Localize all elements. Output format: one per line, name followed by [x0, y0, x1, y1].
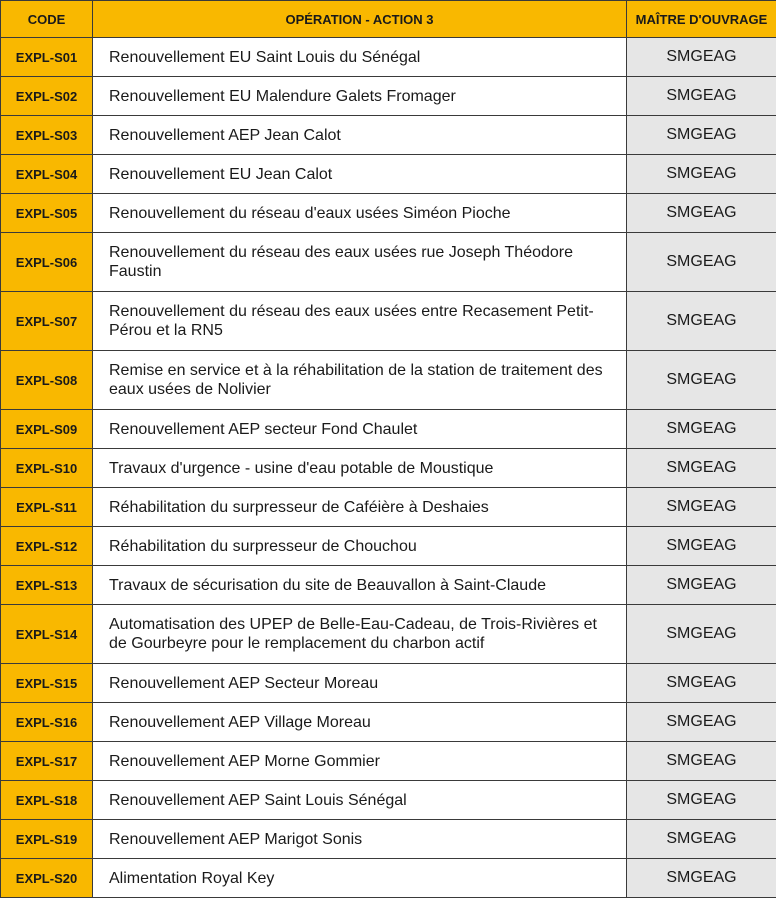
row-operation: Renouvellement AEP Marigot Sonis — [93, 820, 627, 859]
table-row — [1, 742, 776, 781]
row-code: EXPL-S10 — [1, 449, 93, 488]
row-code: EXPL-S02 — [1, 77, 93, 116]
row-operation: Renouvellement AEP Saint Louis Sénégal — [93, 781, 627, 820]
row-code: EXPL-S19 — [1, 820, 93, 859]
row-operation: Renouvellement du réseau des eaux usées rue Joseph Théodore Faustin — [93, 233, 627, 292]
row-maitre-ouvrage: SMGEAG — [627, 292, 776, 351]
row-maitre-ouvrage: SMGEAG — [627, 527, 776, 566]
row-maitre-ouvrage: SMGEAG — [627, 820, 776, 859]
table-row — [1, 194, 776, 233]
row-maitre-ouvrage: SMGEAG — [627, 155, 776, 194]
row-code: EXPL-S06 — [1, 233, 93, 292]
row-maitre-ouvrage: SMGEAG — [627, 194, 776, 233]
row-code: EXPL-S05 — [1, 194, 93, 233]
row-operation: Renouvellement AEP Secteur Moreau — [93, 664, 627, 703]
row-code: EXPL-S20 — [1, 859, 93, 898]
row-operation: Renouvellement du réseau d'eaux usées Siméon Pioche — [93, 194, 627, 233]
row-operation: Renouvellement EU Saint Louis du Sénégal — [93, 38, 627, 77]
row-operation: Alimentation Royal Key — [93, 859, 627, 898]
table-row — [1, 292, 776, 351]
row-maitre-ouvrage: SMGEAG — [627, 449, 776, 488]
row-code: EXPL-S15 — [1, 664, 93, 703]
row-code: EXPL-S08 — [1, 351, 93, 410]
row-maitre-ouvrage: SMGEAG — [627, 781, 776, 820]
row-code: EXPL-S03 — [1, 116, 93, 155]
row-maitre-ouvrage: SMGEAG — [627, 351, 776, 410]
row-operation: Réhabilitation du surpresseur de Caféière à Deshaies — [93, 488, 627, 527]
table-row — [1, 664, 776, 703]
table-row — [1, 703, 776, 742]
table-row — [1, 155, 776, 194]
table-row — [1, 859, 776, 898]
row-maitre-ouvrage: SMGEAG — [627, 859, 776, 898]
row-operation: Renouvellement AEP Jean Calot — [93, 116, 627, 155]
row-code: EXPL-S16 — [1, 703, 93, 742]
table-row — [1, 488, 776, 527]
row-maitre-ouvrage: SMGEAG — [627, 566, 776, 605]
table-row — [1, 410, 776, 449]
table-row — [1, 820, 776, 859]
row-maitre-ouvrage: SMGEAG — [627, 703, 776, 742]
table-row — [1, 351, 776, 410]
header-row — [1, 1, 776, 38]
row-operation: Renouvellement du réseau des eaux usées entre Recasement Petit-Pérou et la RN5 — [93, 292, 627, 351]
row-maitre-ouvrage: SMGEAG — [627, 742, 776, 781]
row-maitre-ouvrage: SMGEAG — [627, 488, 776, 527]
row-operation: Renouvellement EU Jean Calot — [93, 155, 627, 194]
row-maitre-ouvrage: SMGEAG — [627, 116, 776, 155]
row-code: EXPL-S09 — [1, 410, 93, 449]
row-operation: Renouvellement EU Malendure Galets Fromager — [93, 77, 627, 116]
row-maitre-ouvrage: SMGEAG — [627, 77, 776, 116]
row-operation: Remise en service et à la réhabilitation de la station de traitement des eaux usées de Nolivier — [93, 351, 627, 410]
header-maitre-ouvrage: MAÎTRE D'OUVRAGE — [627, 1, 776, 38]
row-code: EXPL-S07 — [1, 292, 93, 351]
row-operation: Renouvellement AEP Village Moreau — [93, 703, 627, 742]
row-operation: Travaux d'urgence - usine d'eau potable de Moustique — [93, 449, 627, 488]
table-row — [1, 566, 776, 605]
header-code: CODE — [1, 1, 93, 38]
table-row — [1, 116, 776, 155]
row-code: EXPL-S04 — [1, 155, 93, 194]
row-operation: Travaux de sécurisation du site de Beauvallon à Saint-Claude — [93, 566, 627, 605]
row-code: EXPL-S14 — [1, 605, 93, 664]
header-operation: OPÉRATION - ACTION 3 — [93, 1, 627, 38]
row-maitre-ouvrage: SMGEAG — [627, 38, 776, 77]
row-maitre-ouvrage: SMGEAG — [627, 664, 776, 703]
row-operation: Réhabilitation du surpresseur de Chouchou — [93, 527, 627, 566]
row-operation: Automatisation des UPEP de Belle-Eau-Cadeau, de Trois-Rivières et de Gourbeyre pour le remplacement du charbon actif — [93, 605, 627, 664]
table-row — [1, 233, 776, 292]
row-code: EXPL-S11 — [1, 488, 93, 527]
table-row — [1, 605, 776, 664]
row-code: EXPL-S13 — [1, 566, 93, 605]
table-row — [1, 781, 776, 820]
row-code: EXPL-S12 — [1, 527, 93, 566]
row-code: EXPL-S18 — [1, 781, 93, 820]
row-operation: Renouvellement AEP Morne Gommier — [93, 742, 627, 781]
table-row — [1, 38, 776, 77]
table-row — [1, 527, 776, 566]
row-code: EXPL-S17 — [1, 742, 93, 781]
row-maitre-ouvrage: SMGEAG — [627, 410, 776, 449]
row-maitre-ouvrage: SMGEAG — [627, 233, 776, 292]
row-operation: Renouvellement AEP secteur Fond Chaulet — [93, 410, 627, 449]
table-row — [1, 449, 776, 488]
table-row — [1, 77, 776, 116]
row-code: EXPL-S01 — [1, 38, 93, 77]
row-maitre-ouvrage: SMGEAG — [627, 605, 776, 664]
